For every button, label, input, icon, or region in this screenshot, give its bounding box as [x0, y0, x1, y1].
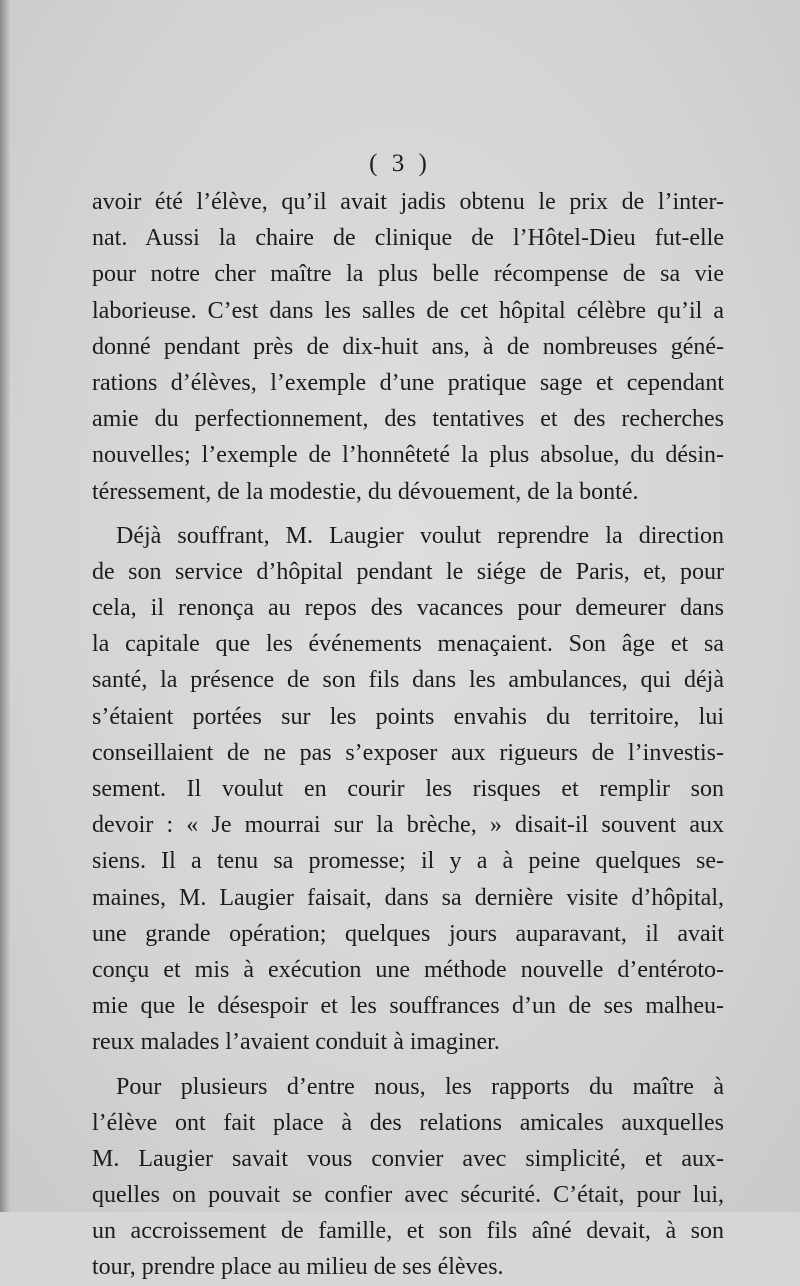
text-line: nat. Aussi la chaire de clinique de l’Hôtel-Dieu fut-elle — [92, 225, 724, 252]
text-line: M. Laugier savait vous convier avec simplicité, et aux- — [92, 1145, 724, 1172]
text-line: sement. Il voulut en courir les risques et remplir son — [92, 776, 724, 802]
text-line: téressement, de la modestie, du dévouement, de la bonté. — [92, 478, 639, 505]
text-line: un accroissement de famille, et son fils aîné devait, à son — [92, 1218, 724, 1245]
text-line: nouvelles; l’exemple de l’honnêteté la plus absolue, du désin- — [92, 442, 724, 469]
text-line: cela, il renonça au repos des vacances pour demeurer dans — [92, 595, 724, 622]
paragraph — [92, 184, 724, 510]
text-line: reux malades l’avaient conduit à imaginer. — [92, 1029, 500, 1056]
text-line: pour notre cher maître la plus belle récompense de sa vie — [92, 261, 724, 288]
page-number: ( 3 ) — [369, 150, 431, 177]
text-line: quelles on pouvait se confier avec sécurité. C’était, pour lui, — [92, 1182, 724, 1209]
paragraph — [92, 518, 724, 1061]
paragraph — [92, 1069, 724, 1286]
text-line: Déjà souffrant, M. Laugier voulut reprendre la direction — [116, 522, 724, 549]
text-line: rations d’élèves, l’exemple d’une pratique sage et cependant — [92, 369, 724, 396]
body-text — [92, 184, 724, 1286]
paragraph-gap — [92, 510, 724, 518]
text-line: conçu et mis à exécution une méthode nouvelle d’entéroto- — [92, 956, 724, 983]
text-line: s’étaient portées sur les points envahis du territoire, lui — [92, 703, 724, 730]
paragraph-gap — [92, 1061, 724, 1069]
text-line: amie du perfectionnement, des tentatives et des recherches — [92, 406, 724, 433]
text-line: maines, M. Laugier faisait, dans sa dernière visite d’hôpital, — [92, 884, 724, 911]
text-line: avoir été l’élève, qu’il avait jadis obtenu le prix de l’inter- — [92, 189, 724, 215]
text-line: une grande opération; quelques jours auparavant, il avait — [92, 920, 724, 947]
text-line: tour, prendre place au milieu de ses élèves. — [92, 1254, 504, 1281]
text-line: conseillaient de ne pas s’exposer aux rigueurs de l’investis- — [92, 739, 724, 766]
text-line: devoir : « Je mourrai sur la brèche, » disait-il souvent aux — [92, 812, 724, 839]
text-line: laborieuse. C’est dans les salles de cet hôpital célèbre qu’il a — [92, 297, 724, 324]
page-edge — [0, 0, 10, 1212]
text-line: l’élève ont fait place à des relations amicales auxquelles — [92, 1109, 724, 1136]
text-line: santé, la présence de son fils dans les ambulances, qui déjà — [92, 667, 724, 694]
text-line: la capitale que les événements menaçaient. Son âge et sa — [92, 631, 724, 658]
text-line: siens. Il a tenu sa promesse; il y a à peine quelques se- — [92, 848, 724, 875]
text-line: mie que le désespoir et les souffrances d’un de ses malheu- — [92, 993, 724, 1020]
text-line: donné pendant près de dix-huit ans, à de nombreuses géné- — [92, 333, 724, 360]
text-line: Pour plusieurs d’entre nous, les rapports du maître à — [116, 1073, 724, 1100]
text-line: de son service d’hôpital pendant le siége de Paris, et, pour — [92, 558, 724, 585]
